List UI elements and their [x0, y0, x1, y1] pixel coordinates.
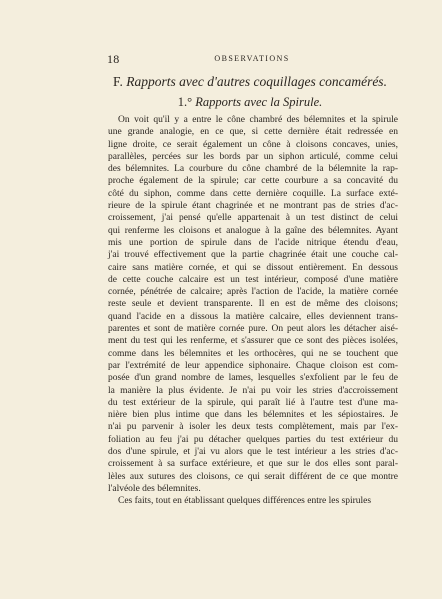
paragraph [108, 114, 398, 495]
text-line: mis une portion de spirule dans de l'acide nitrique étendu d'eau, [108, 237, 398, 248]
paragraph [108, 495, 398, 507]
text-line: foliation au feu j'ai pu détacher quelques parties du test extérieur du [108, 434, 398, 445]
text-line: parentes et sont de matière cornée pure. On peut alors les détacher aisé- [108, 324, 398, 335]
page-header [107, 52, 397, 66]
text-line: lèles aux sutures des cloisons, ce qui serait différent de ce que montre [108, 471, 398, 482]
text-line: l'alvéole des bélemnites. [108, 483, 201, 494]
text-line: rieure de la spirule étant chagrinée et ne montrant pas de stries d'ac- [108, 201, 398, 212]
section-title [100, 74, 400, 90]
subsection-title [100, 95, 400, 110]
text-line: proche également de la spirule; car cette courbure a sa concavité du [108, 176, 398, 187]
text-line: du test extérieur de la spirule, qui paraît lié à l'autre test d'une ma- [108, 397, 398, 408]
text-line: posée d'un grand nombre de lames, lesquelles s'exfolient par le feu de [108, 373, 398, 384]
text-line: comme dans les bélemnites et les orthocères, qui ne se touchent que [108, 348, 398, 359]
text-line: reste seule et devient transparente. Il en est de même des cloisons; [108, 299, 398, 310]
subsection-number: 1.° [177, 95, 193, 109]
text-line: la manière la plus évidente. Je n'ai pu voir les stries d'accroissement [108, 385, 398, 396]
text-line: ligne droite, ce serait également un cône à cloisons concaves, unies, [108, 139, 398, 150]
text-line: une grande analogie, en ce que, si cette dernière était redressée en [108, 127, 398, 138]
text-line: quand l'acide en a dissous la matière calcaire, elles deviennent trans- [108, 311, 398, 322]
text-line: cornée, pénétrée de calcaire; après l'action de l'acide, la matière cornée [108, 287, 398, 298]
text-line: n'ai pu parvenir à isoler les deux tests complètement, mais par l'ex- [108, 422, 398, 433]
page-number: 18 [107, 52, 120, 66]
section-letter: F. [113, 74, 123, 89]
text-line: j'ai trouvé effectivement que la partie chagrinée était une couche cal- [108, 250, 398, 261]
text-line: caire sans matière cornée, et qui se dissout entièrement. En dessous [108, 262, 398, 273]
subsection-title-text: Rapports avec la Spirule. [195, 95, 323, 109]
text-line: côté du siphon, comme dans cette dernière coquille. La surface exté- [108, 188, 398, 199]
running-head: OBSERVATIONS [214, 54, 290, 63]
text-line: qui renferme les cloisons et analogue à la gaîne des bélemnites. Ayant [108, 225, 398, 236]
text-line: des bélemnites. La courbure du cône chambré de la bélemnite la rap- [108, 164, 398, 175]
section-title-text: Rapports avec d'autres coquillages concamérés. [126, 74, 387, 89]
text-line: On voit qu'il y a entre le cône chambré des bélemnites et la spirule [118, 115, 398, 125]
text-line: nière bien plus intime que dans les bélemnites et les sépiostaires. Je [108, 410, 398, 421]
text-line: Ces faits, tout en établissant quelques différences entre les spirules [118, 496, 372, 507]
text-line: croissement, j'ai pensé qu'elle appartenait à un test distinct de celui [108, 213, 398, 224]
text-line: de cette couche calcaire est un test intérieur, composé d'une matière [108, 274, 398, 285]
body-text [108, 114, 398, 508]
text-line: ment du test qui les renferme, et s'assurer que ce sont des pièces isolées, [108, 336, 398, 347]
text-line: parallèles, percées sur les bords par un siphon articulé, comme celui [108, 151, 398, 162]
text-line: croissement à sa surface extérieure, et que sur le dos elles sont paral- [108, 459, 398, 470]
text-line: dos d'une spirule, et j'ai vu alors que le test intérieur a les stries d'ac- [108, 447, 398, 458]
text-line: par l'extrémité de leur appendice siphonaire. Chaque cloison est com- [108, 360, 398, 371]
